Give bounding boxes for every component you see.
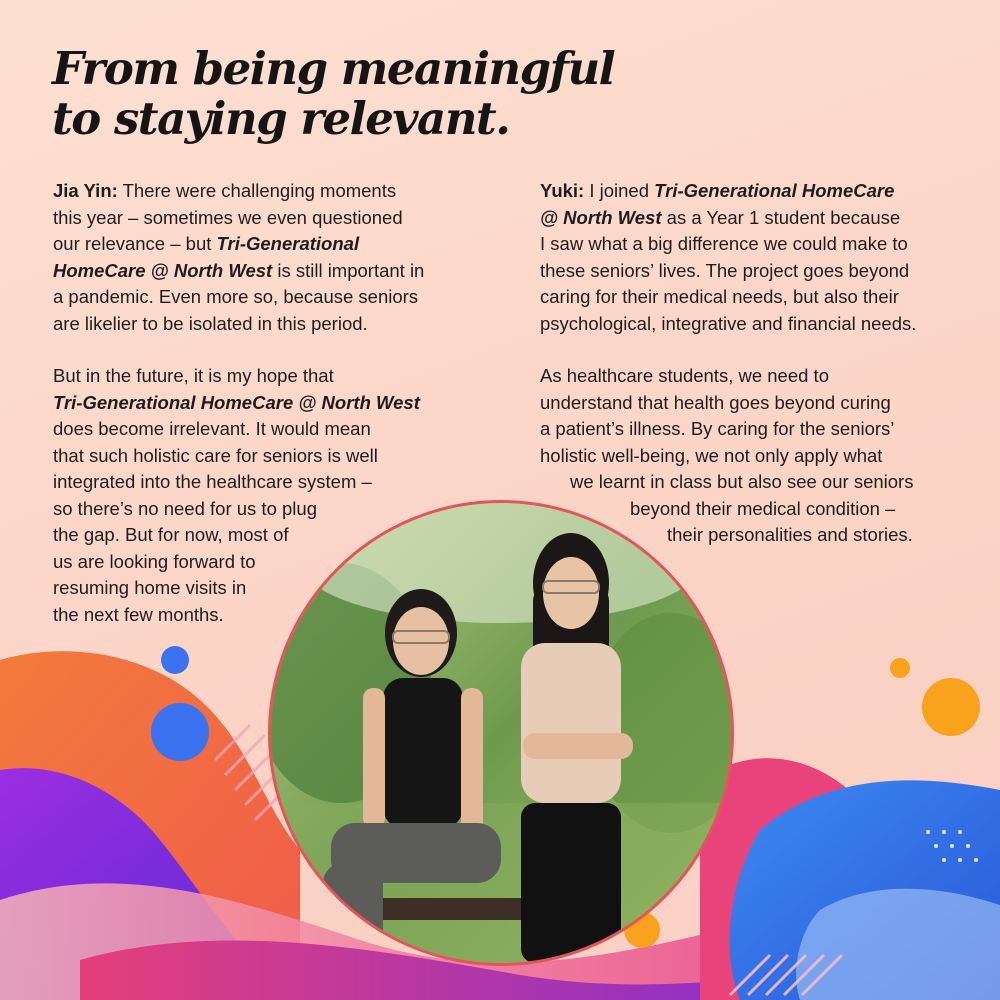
text-run: that such holistic care for seniors is well: [53, 444, 378, 466]
text-run: so there’s no need for us to plug: [53, 497, 317, 519]
paragraph-gap: [53, 337, 424, 363]
text-line: [540, 416, 916, 443]
text-run: we learnt in class but also see our seniors: [570, 471, 914, 492]
text-line: [53, 496, 424, 523]
bubble-blue-large: [151, 703, 209, 761]
bubble-orange-small: [890, 658, 910, 678]
text-run: this year – sometimes we even questioned: [53, 206, 403, 228]
page-title: [52, 44, 614, 144]
text-line: [53, 284, 424, 311]
yuki-paragraph-1: [540, 178, 916, 337]
text-line: [540, 496, 916, 523]
text-run: psychological, integrative and financial needs.: [540, 312, 917, 334]
text-line: [540, 284, 916, 311]
text-line: [53, 469, 424, 496]
speaker-name: Yuki:: [540, 180, 585, 201]
jia-yin-paragraph-1: [53, 178, 424, 337]
text-run: integrated into the healthcare system –: [53, 471, 372, 492]
text-run: I joined: [584, 180, 655, 201]
text-line: [53, 390, 424, 417]
text-line: [540, 469, 916, 496]
text-run: But in the future, it is my hope that: [53, 365, 334, 386]
text-line: [53, 205, 424, 232]
text-line: [53, 178, 424, 205]
title-line-1: From being meaningful: [52, 42, 615, 95]
photo-illustration: [271, 503, 731, 963]
text-run: is still important in: [272, 259, 425, 281]
students-photo: [268, 500, 734, 966]
text-run: these seniors’ lives. The project goes beyond: [540, 259, 910, 281]
text-run: holistic well-being, we not only apply what: [540, 444, 883, 466]
project-name: Tri-Generational HomeCare @ North West: [53, 391, 420, 413]
text-line: [540, 443, 916, 470]
text-line: [540, 390, 916, 417]
text-line: [53, 311, 424, 338]
bubble-blue-small: [161, 646, 189, 674]
yuki-quote: [540, 178, 916, 549]
text-line: [540, 231, 916, 258]
text-run: our relevance – but: [53, 233, 217, 254]
title-line-2: to staying relevant.: [52, 92, 510, 145]
text-run: understand that health goes beyond curing: [540, 391, 891, 413]
text-line: [53, 416, 424, 443]
text-run: are likelier to be isolated in this period.: [53, 312, 368, 334]
project-name: Tri-Generational HomeCare: [654, 180, 895, 201]
text-line: [53, 231, 424, 258]
text-line: [540, 363, 916, 390]
text-line: [53, 258, 424, 285]
text-run: a patient’s illness. By caring for the seniors’: [540, 418, 895, 439]
text-line: [540, 178, 916, 205]
text-line: [540, 258, 916, 285]
text-run: the next few months.: [53, 603, 224, 625]
text-run: There were challenging moments: [117, 180, 397, 201]
bubble-orange-large: [922, 678, 980, 736]
text-run: a pandemic. Even more so, because seniors: [53, 286, 419, 307]
speaker-name: Jia Yin:: [53, 180, 118, 201]
text-run: As healthcare students, we need to: [540, 365, 829, 386]
text-run: I saw what a big difference we could make to: [540, 233, 908, 254]
text-run: as a Year 1 student because: [661, 206, 901, 228]
project-name: Tri-Generational: [216, 233, 360, 254]
text-run: does become irrelevant. It would mean: [53, 418, 371, 439]
text-run: us are looking forward to: [53, 550, 256, 572]
text-line: [540, 205, 916, 232]
project-name: @ North West: [540, 206, 662, 228]
text-line: [540, 311, 916, 338]
paragraph-gap: [540, 337, 916, 363]
text-run: beyond their medical condition –: [630, 497, 896, 519]
text-line: [53, 363, 424, 390]
text-run: their personalities and stories.: [667, 524, 913, 545]
project-name: HomeCare @ North West: [53, 259, 273, 281]
text-run: resuming home visits in: [53, 577, 247, 598]
text-run: the gap. But for now, most of: [53, 524, 289, 545]
text-run: caring for their medical needs, but also their: [540, 286, 899, 307]
text-line: [53, 443, 424, 470]
